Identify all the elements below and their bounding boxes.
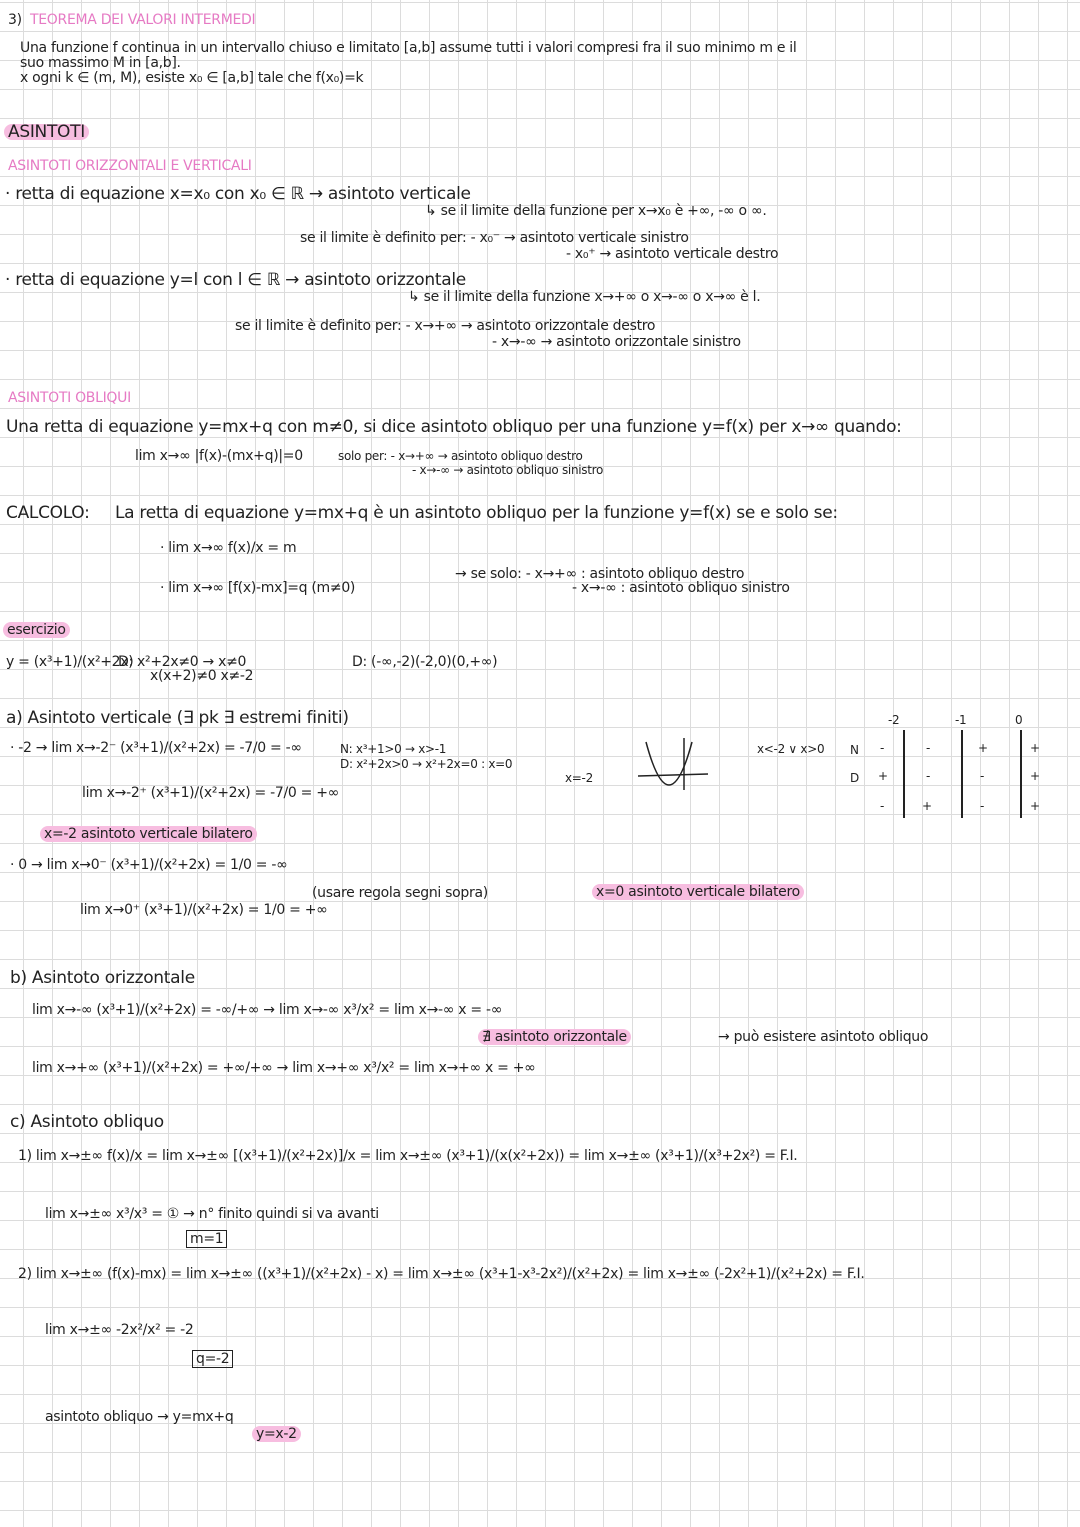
formula: lim x→±∞ -2x²/x² = -2 (45, 1322, 194, 1338)
domain-line: D: x²+2x≠0 → x≠0 (118, 654, 247, 670)
theorem-number: 3) (8, 12, 22, 28)
numerator-sign: N: x³+1>0 → x>-1 (340, 742, 447, 756)
q-result-box: q=-2 (192, 1350, 233, 1368)
formula: · lim x→∞ f(x)/x = m (160, 540, 297, 556)
formula: 2) lim x→±∞ (f(x)-mx) = lim x→±∞ ((x³+1)/(x²+2x) - x) = lim x→±∞ (x³+1-x³-2x²)/(x²+2x) = lim x→±∞ (-2x²+1)/(x²+2x) = F.I. (18, 1266, 865, 1282)
text-line: - x→-∞ → asintoto obliquo sinistro (412, 463, 604, 477)
theorem-line: x ogni k ∈ (m, M), esiste x₀ ∈ [a,b] tale che f(x₀)=k (20, 70, 364, 86)
domain-line: x(x+2)≠0 x≠-2 (150, 668, 254, 684)
formula: · -2 → lim x→-2⁻ (x³+1)/(x²+2x) = -7/0 = -∞ (10, 740, 302, 756)
text-line: - x₀⁺ → asintoto verticale destro (566, 246, 779, 262)
calcolo-label: CALCOLO: (6, 503, 90, 523)
denominator-sign: D: x²+2x>0 → x²+2x=0 : x=0 (340, 757, 513, 771)
formula: lim x→-2⁺ (x³+1)/(x²+2x) = -7/0 = +∞ (82, 785, 340, 801)
formula: lim x→-∞ (x³+1)/(x²+2x) = -∞/+∞ → lim x→-∞ x³/x² = lim x→-∞ x = -∞ (32, 1002, 503, 1018)
section-title-asintoti: ASINTOTI (4, 124, 89, 140)
text-line: → può esistere asintoto obliquo (718, 1029, 929, 1045)
denominator-solution: x<-2 ∨ x>0 (757, 742, 825, 756)
text-line: · retta di equazione x=x₀ con x₀ ∈ ℝ → asintoto verticale (5, 184, 471, 204)
sign-row-label: D (850, 771, 859, 785)
text-line: → se solo: - x→+∞ : asintoto obliquo destro (455, 566, 745, 582)
final-result-highlight: y=x-2 (252, 1426, 301, 1442)
text-line: ↳ se il limite della funzione per x→x₀ è +∞, -∞ o ∞. (425, 203, 767, 219)
text-line: - x→-∞ → asintoto orizzontale sinistro (492, 334, 741, 350)
sign-header: 0 (1015, 713, 1023, 727)
sign: + (1030, 741, 1040, 755)
result-highlight: ∄ asintoto orizzontale (478, 1029, 631, 1045)
sign: + (978, 741, 988, 755)
formula: lim x→0⁺ (x³+1)/(x²+2x) = 1/0 = +∞ (80, 902, 328, 918)
sign: - (880, 799, 885, 813)
result-highlight: x=0 asintoto verticale bilatero (592, 884, 804, 900)
text-line: La retta di equazione y=mx+q è un asintoto obliquo per la funzione y=f(x) se e solo se: (115, 503, 838, 523)
text-line: se il limite è definito per: - x→+∞ → asintoto orizzontale destro (235, 318, 656, 334)
exercise-title: esercizio (3, 622, 70, 638)
text-line: solo per: - x→+∞ → asintoto obliquo destro (338, 449, 583, 463)
formula: lim x→+∞ (x³+1)/(x²+2x) = +∞/+∞ → lim x→+∞ x³/x² = lim x→+∞ x = +∞ (32, 1060, 536, 1076)
sign: - (926, 769, 931, 783)
sign-divider (961, 730, 963, 818)
sign: - (926, 741, 931, 755)
sign: + (1030, 769, 1040, 783)
parabola-sketch (636, 738, 716, 792)
domain-result: D: (-∞,-2)(-2,0)(0,+∞) (352, 654, 498, 670)
formula: lim x→∞ |f(x)-(mx+q)|=0 (135, 448, 303, 464)
denominator-root: x=-2 (565, 771, 593, 785)
part-title: a) Asintoto verticale (∃ pk ∃ estremi finiti) (6, 708, 349, 728)
part-title: b) Asintoto orizzontale (10, 968, 195, 988)
theorem-line: Una funzione f continua in un intervallo chiuso e limitato [a,b] assume tutti i valori compresi fra il suo minimo m e il (20, 40, 797, 56)
sign: - (880, 741, 885, 755)
sign: - (980, 799, 985, 813)
sign: + (922, 799, 932, 813)
sign-divider (1020, 730, 1022, 818)
text-line: - x→-∞ : asintoto obliquo sinistro (572, 580, 790, 596)
result-highlight: x=-2 asintoto verticale bilatero (40, 826, 257, 842)
sign: + (1030, 799, 1040, 813)
note: (usare regola segni sopra) (312, 885, 488, 901)
text-line: Una retta di equazione y=mx+q con m≠0, si dice asintoto obliquo per una funzione y=f(x) per x→∞ quando: (6, 417, 902, 437)
text-line: ↳ se il limite della funzione x→+∞ o x→-∞ o x→∞ è l. (408, 289, 761, 305)
formula: 1) lim x→±∞ f(x)/x = lim x→±∞ [(x³+1)/(x²+2x)]/x = lim x→±∞ (x³+1)/(x(x²+2x)) = lim x→±∞ (x³+1)/(x³+2x²) = F.I. (18, 1148, 798, 1164)
m-result-box: m=1 (186, 1230, 227, 1248)
sign-row-label: N (850, 743, 859, 757)
subsection-title: ASINTOTI ORIZZONTALI E VERTICALI (8, 158, 252, 174)
sign: + (878, 769, 888, 783)
formula: · 0 → lim x→0⁻ (x³+1)/(x²+2x) = 1/0 = -∞ (10, 857, 288, 873)
formula: lim x→±∞ x³/x³ = ① → n° finito quindi si va avanti (45, 1206, 379, 1222)
subsection-title: ASINTOTI OBLIQUI (8, 390, 131, 406)
sign-header: -1 (955, 713, 967, 727)
sign-header: -2 (888, 713, 900, 727)
theorem-line: suo massimo M in [a,b]. (20, 55, 181, 71)
formula: · lim x→∞ [f(x)-mx]=q (m≠0) (160, 580, 356, 596)
function: y = (x³+1)/(x²+2x) (6, 654, 134, 670)
part-title: c) Asintoto obliquo (10, 1112, 164, 1132)
text-line: asintoto obliquo → y=mx+q (45, 1409, 234, 1425)
text-line: · retta di equazione y=l con l ∈ ℝ → asintoto orizzontale (5, 270, 466, 290)
theorem-title: TEOREMA DEI VALORI INTERMEDI (30, 12, 256, 28)
text-line: se il limite è definito per: - x₀⁻ → asintoto verticale sinistro (300, 230, 689, 246)
sign-divider (903, 730, 905, 818)
sign: - (980, 769, 985, 783)
